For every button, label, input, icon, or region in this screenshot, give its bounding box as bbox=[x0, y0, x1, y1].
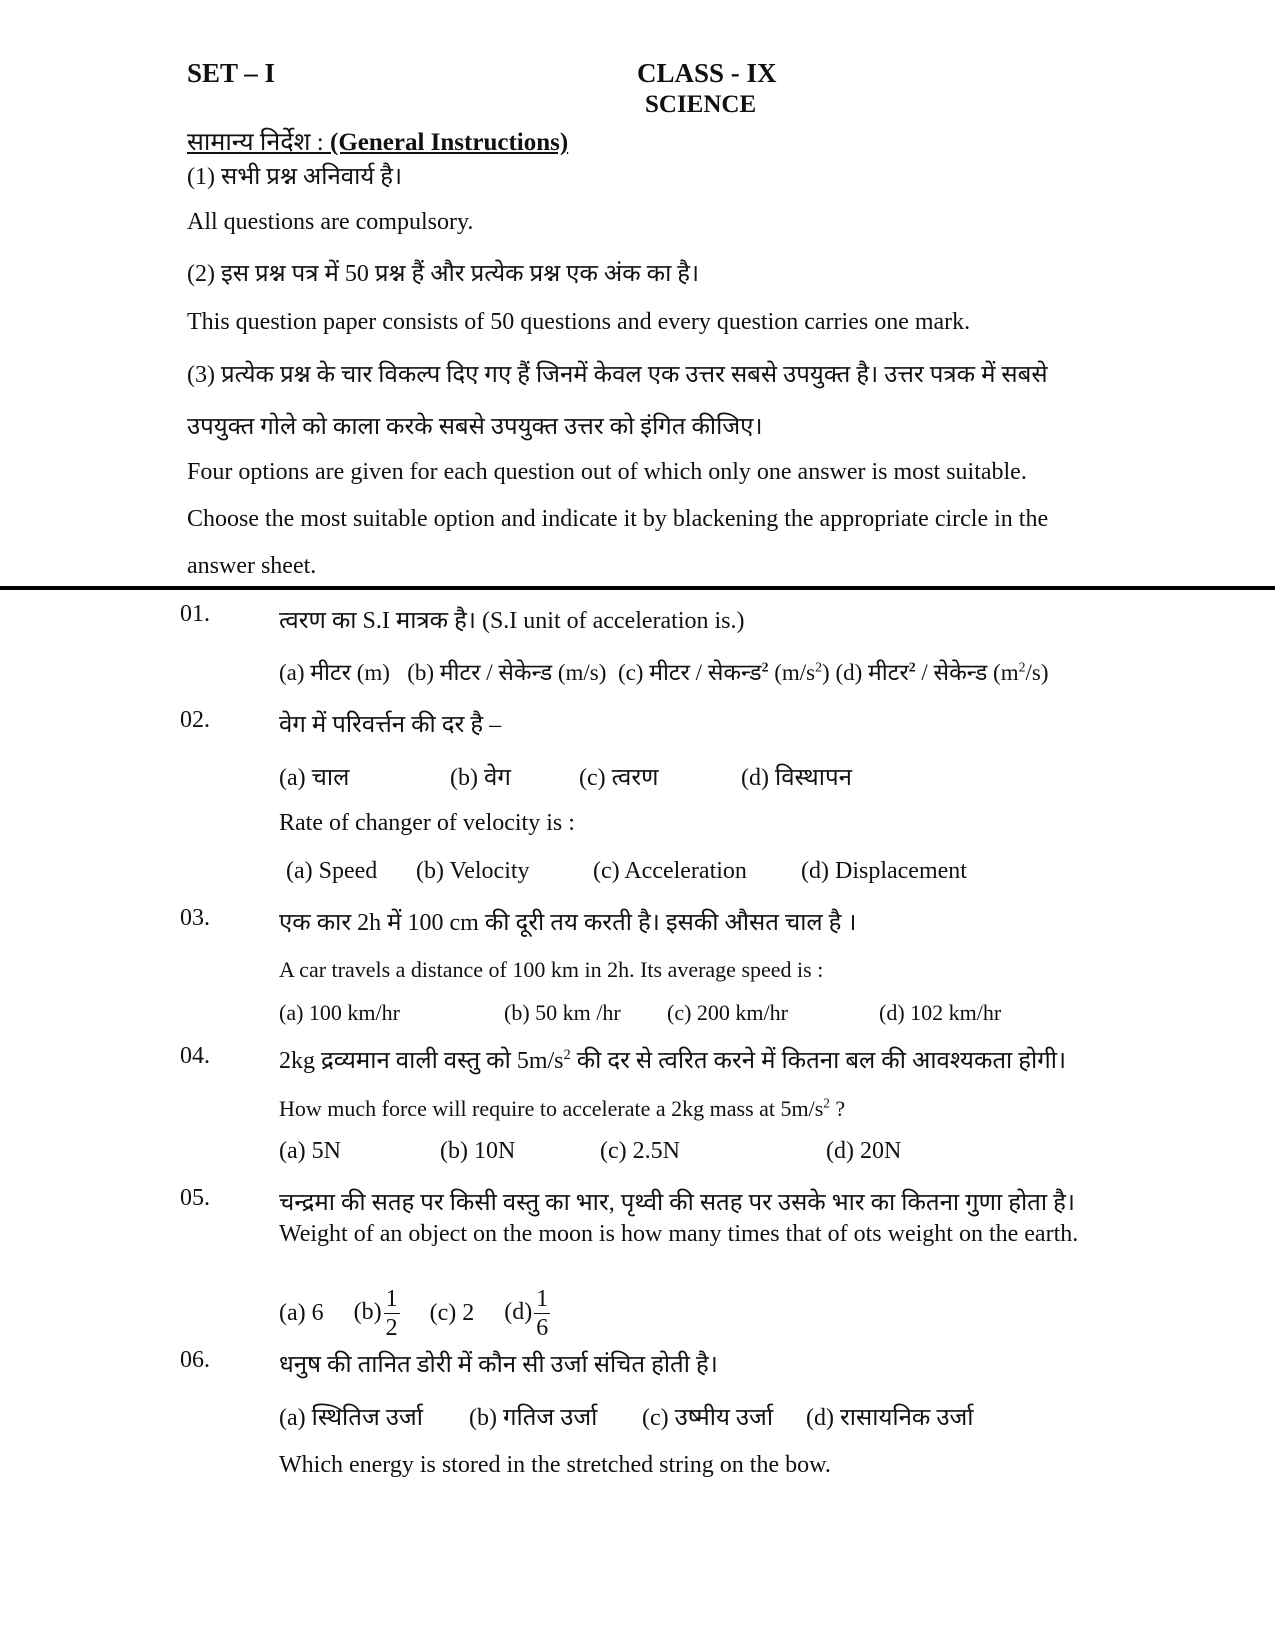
q1-option-b: (b) मीटर / सेकेन्ड (m/s) bbox=[407, 660, 607, 685]
q3-option-b: (b) 50 km /hr bbox=[504, 1000, 621, 1025]
question-4-text-en: How much force will require to accelerate a 2kg mass at $5m/s^2$ ? bbox=[279, 1095, 846, 1121]
question-number-1: 01. bbox=[180, 601, 210, 627]
q6-option-a: (a) स्थितिज उर्जा bbox=[279, 1405, 423, 1431]
instructions-heading bbox=[187, 124, 568, 158]
instructions-heading-en: (General Instructions) bbox=[330, 129, 569, 156]
instruction-3-hi-line2: उपयुक्त गोले को काला करके सबसे उपयुक्त उत्तर को इंगित कीजिए। bbox=[187, 414, 763, 440]
q3-option-c: (c) 200 km/hr bbox=[667, 1000, 788, 1025]
q2-option-a-hi: (a) चाल bbox=[279, 765, 350, 791]
horizontal-divider bbox=[0, 586, 1275, 590]
question-1-text: त्वरण का S.I मात्रक है। (S.I unit of acceleration is.) bbox=[279, 608, 745, 634]
instruction-1-hi: (1) सभी प्रश्न अनिवार्य है। bbox=[187, 164, 403, 190]
q2-option-c-en: (c) Acceleration bbox=[593, 858, 747, 884]
q5-option-d: (d) $\frac{1}{6}$ bbox=[504, 1285, 549, 1341]
q2-option-d-en: (d) Displacement bbox=[801, 858, 967, 884]
instruction-3-hi-line1: (3) प्रत्येक प्रश्न के चार विकल्प दिए गए हैं जिनमें केवल एक उत्तर सबसे उपयुक्त है। उत्तर पत्रक में सबसे bbox=[187, 362, 1048, 388]
question-number-4: 04. bbox=[180, 1043, 210, 1069]
question-6-text-en: Which energy is stored in the stretched string on the bow. bbox=[279, 1452, 831, 1478]
question-5-options bbox=[279, 1285, 552, 1341]
q4-option-b: (b) 10N bbox=[440, 1138, 516, 1164]
q2-option-b-en: (b) Velocity bbox=[416, 858, 530, 884]
q5-option-b: (b) $\frac{1}{2}$ bbox=[353, 1285, 398, 1341]
instruction-2-en: This question paper consists of 50 questions and every question carries one mark. bbox=[187, 309, 971, 335]
subject-label: SCIENCE bbox=[645, 91, 757, 118]
question-number-5: 05. bbox=[180, 1185, 210, 1211]
question-number-3: 03. bbox=[180, 905, 210, 931]
instruction-3-en-line3: answer sheet. bbox=[187, 553, 317, 579]
question-number-2: 02. bbox=[180, 707, 210, 733]
q5-option-c: (c) 2 bbox=[429, 1299, 475, 1326]
question-6-text-hi: धनुष की तानित डोरी में कौन सी उर्जा संचित होती है। bbox=[279, 1352, 718, 1378]
question-4-text-hi: 2kg द्रव्यमान वाली वस्तु को $5m/s^2$ की दर से त्वरित करने में कितना बल की आवश्यकता होगी। bbox=[279, 1047, 1067, 1074]
instructions-heading-hi: सामान्य निर्देश : bbox=[187, 129, 330, 156]
q2-option-a-en: (a) Speed bbox=[286, 858, 378, 884]
q1-option-a: (a) मीटर (m) bbox=[279, 660, 390, 685]
instruction-2-hi: (2) इस प्रश्न पत्र में 50 प्रश्न हैं और प्रत्येक प्रश्न एक अंक का है। bbox=[187, 261, 700, 287]
q4-option-c: (c) 2.5N bbox=[600, 1138, 680, 1164]
q6-option-b: (b) गतिज उर्जा bbox=[469, 1405, 598, 1431]
instruction-1-en: All questions are compulsory. bbox=[187, 209, 474, 235]
question-5-text-en: Weight of an object on the moon is how many times that of ots weight on the earth. bbox=[279, 1221, 1079, 1247]
question-number-6: 06. bbox=[180, 1347, 210, 1373]
instruction-3-en-line2: Choose the most suitable option and indicate it by blackening the appropriate circle in the bbox=[187, 506, 1049, 532]
q6-option-d: (d) रासायनिक उर्जा bbox=[806, 1405, 974, 1431]
q3-option-a: (a) 100 km/hr bbox=[279, 1000, 400, 1025]
question-2-text-en: Rate of changer of velocity is : bbox=[279, 810, 575, 836]
q4-option-a: (a) 5N bbox=[279, 1138, 341, 1164]
q3-option-d: (d) 102 km/hr bbox=[879, 1000, 1002, 1025]
q2-option-d-hi: (d) विस्थापन bbox=[741, 765, 852, 791]
question-3-text-hi: एक कार 2h में 100 cm की दूरी तय करती है। इसकी औसत चाल है । bbox=[279, 910, 857, 936]
question-2-text-hi: वेग में परिवर्त्तन की दर है – bbox=[279, 712, 502, 738]
set-label: SET – I bbox=[187, 58, 276, 88]
q4-option-d: (d) 20N bbox=[826, 1138, 902, 1164]
q1-option-c: (c) मीटर / सेकन्ड$^2$ $(m/s^2)$ bbox=[617, 659, 830, 685]
class-label: CLASS - IX bbox=[637, 58, 777, 88]
instruction-3-en-line1: Four options are given for each question out of which only one answer is most suitable. bbox=[187, 459, 1027, 485]
question-3-text-en: A car travels a distance of 100 km in 2h. Its average speed is : bbox=[279, 957, 824, 982]
q6-option-c: (c) उष्मीय उर्जा bbox=[642, 1405, 774, 1431]
question-1-options bbox=[279, 655, 1049, 687]
q5-option-a: (a) 6 bbox=[279, 1299, 324, 1326]
question-5-text-hi: चन्द्रमा की सतह पर किसी वस्तु का भार, पृथ्वी की सतह पर उसके भार का कितना गुणा होता है। bbox=[279, 1190, 1075, 1216]
q1-option-d: (d) मीटर$^2$ / सेकेन्ड $(m^2/s)$ bbox=[835, 659, 1049, 685]
q2-option-c-hi: (c) त्वरण bbox=[579, 765, 659, 791]
q2-option-b-hi: (b) वेग bbox=[450, 765, 511, 791]
